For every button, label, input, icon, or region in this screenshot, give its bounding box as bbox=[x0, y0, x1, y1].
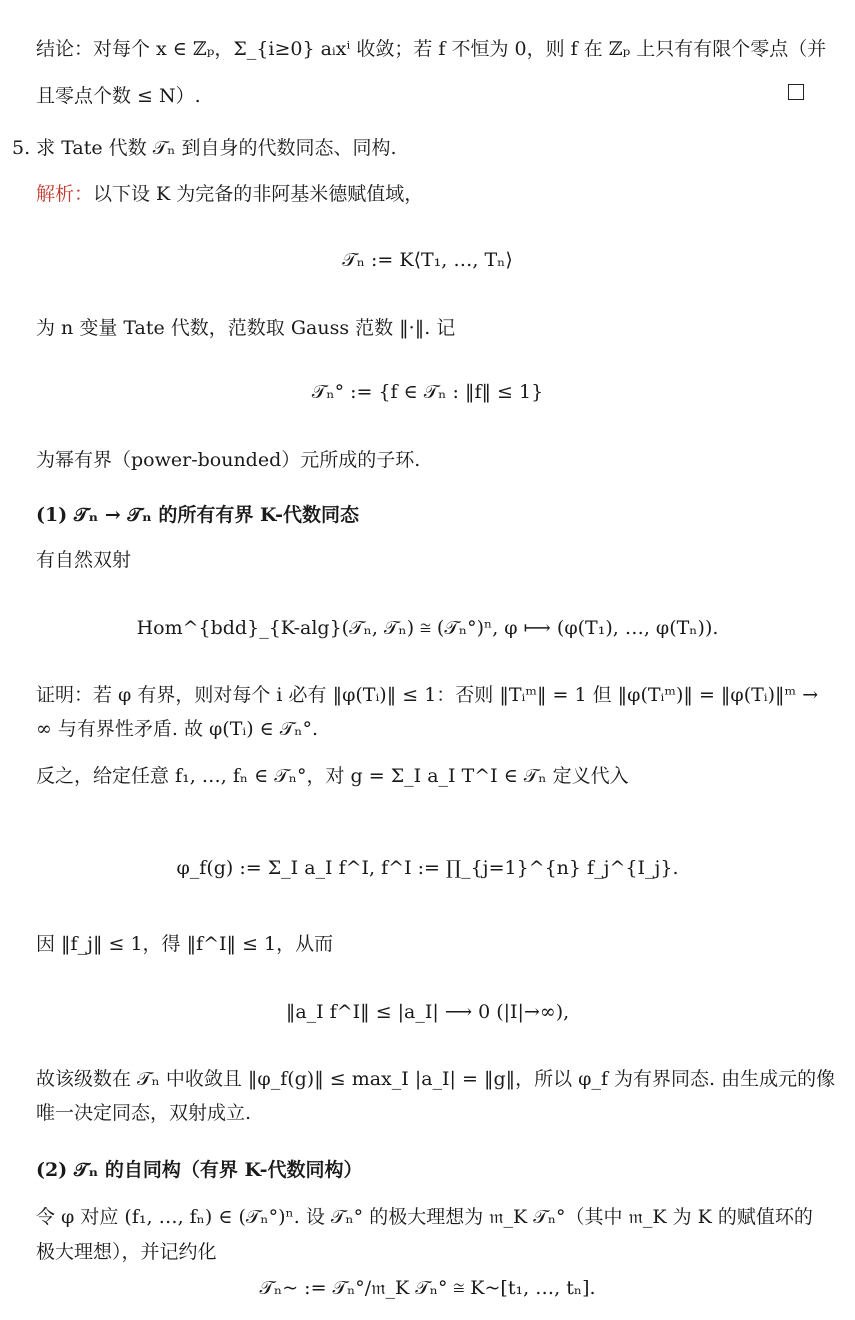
proof-line-2: ∞ 与有界性矛盾. 故 φ(Tᵢ) ∈ 𝒯ₙ°. bbox=[36, 718, 319, 740]
equation-tate-algebra: 𝒯ₙ := K⟨T₁, …, Tₙ⟩ bbox=[342, 249, 513, 271]
equation-limit: ‖a_I f^I‖ ≤ |a_I| ⟶ 0 (|I|→∞), bbox=[285, 1001, 570, 1023]
proof-line-1: 证明：若 φ 有界，则对每个 i 必有 ‖φ(Tᵢ)‖ ≤ 1：否则 ‖Tᵢᵐ‖ = 1 但 ‖φ(Tᵢᵐ)‖ = ‖φ(Tᵢ)‖ᵐ → bbox=[36, 684, 819, 706]
natural-bijection-text: 有自然双射 bbox=[36, 549, 132, 571]
equation-power-bounded: 𝒯ₙ° := {f ∈ 𝒯ₙ : ‖f‖ ≤ 1} bbox=[311, 381, 544, 403]
conclusion-line-1: 结论：对每个 x ∈ ℤₚ，Σ_{i≥0} aᵢxⁱ 收敛；若 f 不恒为 0，则 f 在 ℤₚ 上只有有限个零点（并 bbox=[36, 38, 827, 60]
problem-statement: 5. 求 Tate 代数 𝒯ₙ 到自身的代数同态、同构. bbox=[12, 137, 397, 159]
conclusion-line-2: 且零点个数 ≤ N）. bbox=[36, 85, 201, 107]
converge-line-1: 故该级数在 𝒯ₙ 中收敛且 ‖φ_f(g)‖ ≤ max_I |a_I| = ‖g‖，所以 φ_f 为有界同态. 由生成元的像 bbox=[36, 1068, 836, 1090]
power-bounded-description: 为幂有界（power-bounded）元所成的子环. bbox=[36, 449, 421, 471]
analysis-text: 以下设 K 为完备的非阿基米德赋值域， bbox=[93, 183, 424, 205]
let-line-2: 极大理想），并记约化 bbox=[36, 1241, 217, 1263]
qed-square-icon bbox=[788, 84, 804, 100]
equation-reduction: 𝒯ₙ~ := 𝒯ₙ°/𝔪_K 𝒯ₙ° ≅ K~[t₁, …, tₙ]. bbox=[259, 1277, 596, 1299]
because-line: 因 ‖f_j‖ ≤ 1，得 ‖f^I‖ ≤ 1，从而 bbox=[36, 933, 334, 955]
equation-hom-bijection: Hom^{bdd}_{K-alg}(𝒯ₙ, 𝒯ₙ) ≅ (𝒯ₙ°)ⁿ, φ ⟼ (φ(T₁), …, φ(Tₙ)). bbox=[136, 617, 719, 639]
analysis-paragraph bbox=[36, 182, 423, 206]
converse-line: 反之，给定任意 f₁, …, fₙ ∈ 𝒯ₙ°，对 g = Σ_I a_I T^I ∈ 𝒯ₙ 定义代入 bbox=[36, 765, 629, 787]
let-line-1: 令 φ 对应 (f₁, …, fₙ) ∈ (𝒯ₙ°)ⁿ. 设 𝒯ₙ° 的极大理想为 𝔪_K 𝒯ₙ°（其中 𝔪_K 为 K 的赋值环的 bbox=[36, 1206, 813, 1228]
tate-description: 为 n 变量 Tate 代数，范数取 Gauss 范数 ‖·‖. 记 bbox=[36, 317, 456, 339]
converge-line-2: 唯一决定同态，双射成立. bbox=[36, 1102, 252, 1124]
analysis-label: 解析： bbox=[36, 183, 94, 205]
equation-substitution: φ_f(g) := Σ_I a_I f^I, f^I := ∏_{j=1}^{n} f_j^{I_j}. bbox=[176, 857, 679, 879]
part-2-heading: (2) 𝒯ₙ 的自同构（有界 K-代数同构） bbox=[36, 1159, 363, 1181]
part-1-heading: (1) 𝒯ₙ → 𝒯ₙ 的所有有界 K-代数同态 bbox=[36, 504, 360, 526]
